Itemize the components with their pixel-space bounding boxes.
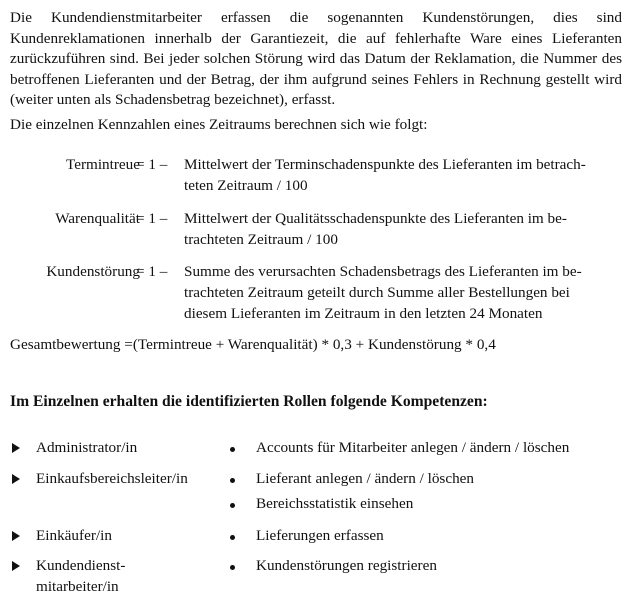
triangle-bullet-icon	[12, 474, 20, 484]
role-name-continued: mitarbeiter/in	[36, 578, 119, 595]
definition-line: Mittelwert der Terminschadenspunkte des Lieferanten im betrach-	[184, 156, 586, 173]
definition-line: diesem Lieferanten im Zeitraum in den letzten 24 Monaten	[184, 305, 543, 322]
role-kundendienstmitarbeiter	[0, 555, 633, 599]
bullet-icon	[230, 447, 235, 452]
kennzahl-warenqualitaet	[0, 208, 633, 252]
role-einkaeufer	[0, 525, 633, 549]
definition-line: teten Zeitraum / 100	[184, 177, 308, 194]
role-name: Kundendienst-	[36, 557, 126, 574]
kennzahl-operator: = 1 –	[136, 210, 168, 227]
kennzahl-operator: = 1 –	[136, 263, 168, 280]
section-heading: Im Einzelnen erhalten die identifizierten Rollen folgende Kompetenzen:	[10, 393, 488, 410]
role-right: Accounts für Mitarbeiter anlegen / ändern / löschen	[256, 439, 570, 456]
role-right: Lieferant anlegen / ändern / löschen	[256, 470, 475, 487]
gesamtbewertung-formula: Gesamtbewertung =(Termintreue + Warenqualität) * 0,3 + Kundenstörung * 0,4	[10, 336, 496, 353]
bullet-icon	[230, 565, 235, 570]
role-right: Kundenstörungen registrieren	[256, 557, 437, 574]
definition-line: trachteten Zeitraum geteilt durch Summe aller Bestellungen bei	[184, 284, 570, 301]
kennzahl-definition	[184, 208, 621, 250]
kennzahl-termintreue	[0, 154, 633, 198]
document-page	[10, 8, 622, 136]
role-right: Lieferungen erfassen	[256, 527, 384, 544]
definition-line: trachteten Zeitraum / 100	[184, 231, 338, 248]
triangle-bullet-icon	[12, 561, 20, 571]
role-name: Einkaufsbereichsleiter/in	[36, 470, 188, 487]
definition-line: Summe des verursachten Schadensbetrags des Lieferanten im be-	[184, 263, 582, 280]
kennzahl-operator: = 1 –	[136, 156, 168, 173]
intro-paragraph: Die Kundendienstmitarbeiter erfassen die sogenannten Kundenstörungen, dies sind Kundenreklamationen innerhalb der Garantiezeit, die auf fehlerhafte Ware eines Lieferanten zurückzuführen sind. Bei jeder solchen Störung wird das Datum der Reklamation, die Nummer des betroffenen Lieferanten und der Betrag, der ihm aufgrund seines Fehlers in Rechnung gestellt wird (weiter unten als Schadensbetrag bezeichnet), erfasst.	[10, 9, 622, 109]
role-einkaufsbereichsleiter	[0, 468, 633, 518]
definition-line: Mittelwert der Qualitätsschadenspunkte des Lieferanten im be-	[184, 210, 567, 227]
kennzahlen-intro: Die einzelnen Kennzahlen eines Zeitraums berechnen sich wie folgt:	[10, 115, 428, 133]
kennzahl-definition	[184, 154, 621, 196]
triangle-bullet-icon	[12, 531, 20, 541]
triangle-bullet-icon	[12, 443, 20, 453]
role-name: Einkäufer/in	[36, 527, 112, 544]
bullet-icon	[230, 535, 235, 540]
kennzahl-label: Kundenstörung	[46, 263, 140, 280]
kennzahl-definition	[184, 261, 621, 324]
bullet-icon	[230, 478, 235, 483]
role-name: Administrator/in	[36, 439, 138, 456]
role-right: Bereichsstatistik einsehen	[256, 495, 414, 512]
kennzahl-kundenstoerung	[0, 261, 633, 327]
kennzahl-label: Termintreue	[66, 156, 140, 173]
bullet-icon	[230, 503, 235, 508]
kennzahl-label: Warenqualität	[55, 210, 140, 227]
role-administrator	[0, 437, 633, 461]
